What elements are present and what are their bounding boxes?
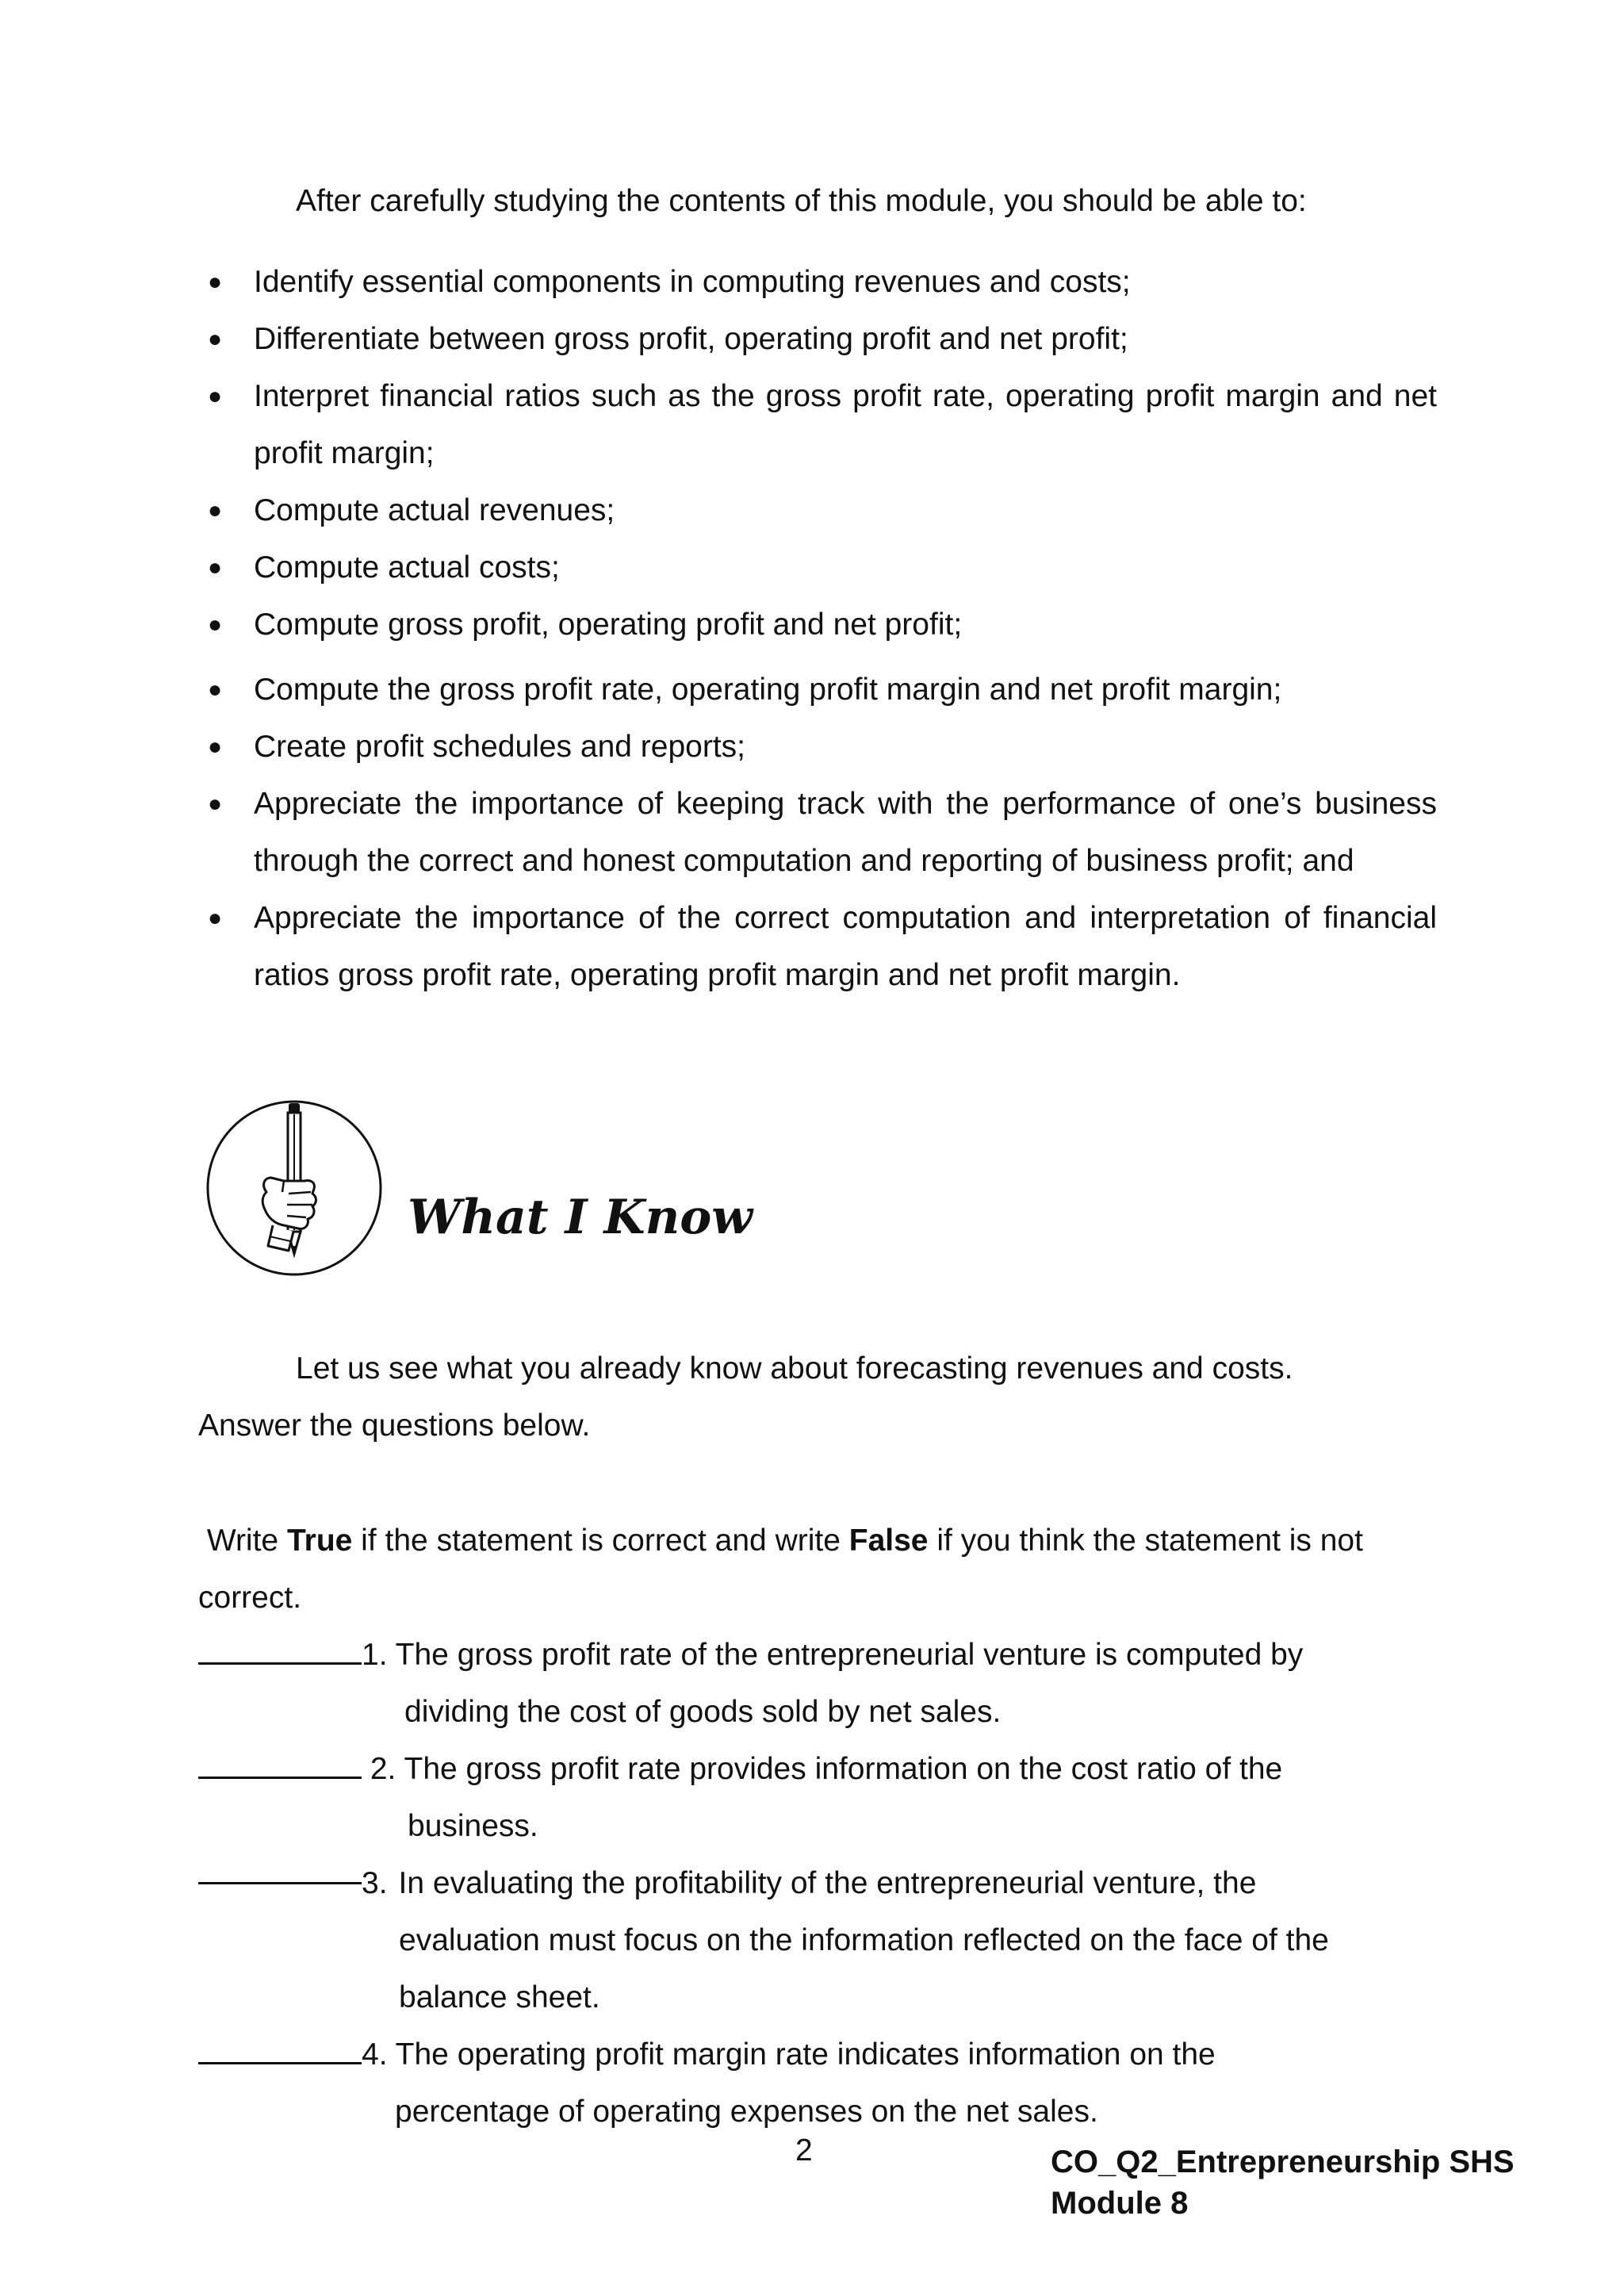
question-item (198, 1627, 1467, 1741)
list-item: ● Differentiate between gross profit, operating profit and net profit; (198, 311, 1437, 368)
list-item: ● Appreciate the importance of keeping track with the performance of one’s business through the correct and honest computation and reporting of business profit; and (198, 776, 1437, 890)
question-number: 2. (370, 1752, 396, 1786)
footer-module-code (1051, 2141, 1515, 2224)
question-text-continued: dividing the cost of goods sold by net sales. (404, 1695, 1002, 1729)
question-text-continued: percentage of operating expenses on the net sales. (395, 2095, 1098, 2129)
list-item: ● Compute actual revenues; (198, 482, 1437, 539)
objectives-list (198, 254, 1437, 1004)
lead-line-1: Let us see what you already know about forecasting revenues and costs. (296, 1351, 1293, 1386)
question-item (198, 1855, 1467, 2026)
answer-blank[interactable] (198, 1855, 362, 1884)
footer-code-line-2: Module 8 (1051, 2186, 1189, 2221)
list-item: ● Compute gross profit, operating profit and net profit; (198, 596, 1437, 654)
bullet-icon: ● (208, 269, 223, 295)
bullet-icon: ● (208, 497, 223, 523)
list-item: ● Identify essential components in computing revenues and costs; (198, 254, 1437, 311)
question-number: 1. (362, 1638, 388, 1672)
answer-blank[interactable] (198, 2035, 362, 2064)
question-text: In evaluating the profitability of the entrepreneurial venture, the (398, 1866, 1257, 1900)
list-item: ● Interpret financial ratios such as the gross profit rate, operating profit margin and net profit margin; (198, 368, 1437, 482)
list-item: ● Compute actual costs; (198, 539, 1437, 596)
bullet-icon: ● (208, 383, 223, 409)
question-text-continued: evaluation must focus on the information reflected on the face of the (399, 1923, 1329, 1957)
list-item: ● Compute the gross profit rate, operating profit margin and net profit margin; (198, 661, 1437, 719)
instructions-line-1: Write True if the statement is correct and write False if you think the statement is not (206, 1524, 1363, 1558)
bullet-icon: ● (208, 791, 223, 817)
list-item: ● Create profit schedules and reports; (198, 719, 1437, 776)
question-text-continued: business. (408, 1809, 538, 1843)
answer-blank[interactable] (198, 1750, 362, 1779)
bullet-icon: ● (208, 905, 223, 931)
page-number: 2 (795, 2133, 813, 2168)
question-text: The gross profit rate of the entrepreneurial venture is computed by (395, 1638, 1304, 1672)
instructions-line-2: correct. (198, 1581, 302, 1615)
section-header (205, 1098, 839, 1281)
bullet-icon: ● (208, 677, 223, 703)
instructions-paragraph (198, 1512, 1437, 1627)
question-item (198, 2026, 1467, 2141)
bullet-icon: ● (208, 611, 223, 638)
question-text: The operating profit margin rate indicates information on the (395, 2037, 1216, 2072)
list-item: ● Appreciate the importance of the correct computation and interpretation of financial ratios gross profit rate, operating profit margin and net profit margin. (198, 890, 1437, 1004)
footer-code-line-1: CO_Q2_Entrepreneurship SHS (1051, 2145, 1515, 2179)
question-text: The gross profit rate provides information on the cost ratio of the (404, 1752, 1283, 1786)
question-number: 3. (362, 1866, 388, 1900)
bullet-icon: ● (208, 734, 223, 760)
bullet-icon: ● (208, 326, 223, 352)
intro-text: After carefully studying the contents of this module, you should be able to: (296, 184, 1307, 218)
lead-paragraph (198, 1340, 1437, 1455)
question-item (198, 1741, 1467, 1855)
lead-line-2: Answer the questions below. (198, 1409, 591, 1443)
hand-holding-pencil-icon (205, 1098, 384, 1278)
answer-blank[interactable] (198, 1635, 362, 1665)
true-keyword: True (286, 1524, 353, 1558)
bullet-icon: ● (208, 554, 223, 581)
section-title: What I Know (408, 1190, 753, 1245)
false-keyword: False (848, 1524, 929, 1558)
question-text-continued: balance sheet. (399, 1980, 600, 2014)
question-number: 4. (362, 2037, 388, 2072)
